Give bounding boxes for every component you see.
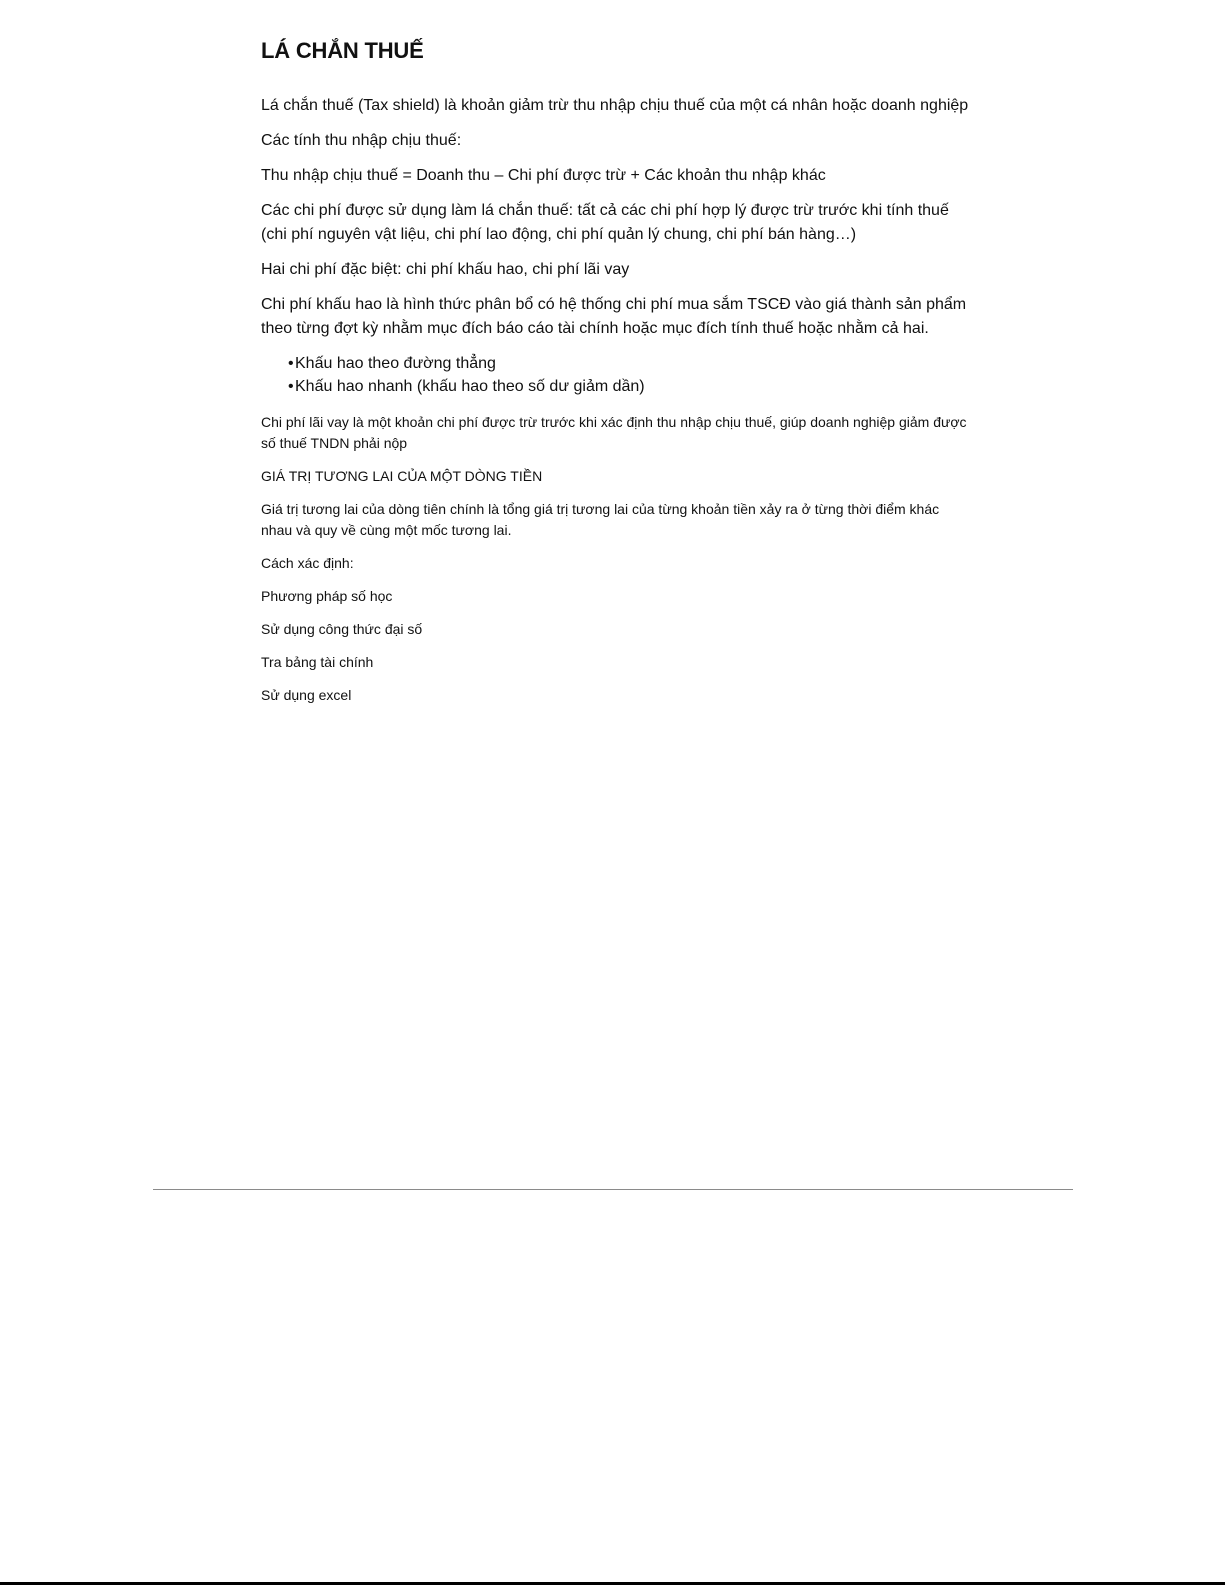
paragraph-formula: Thu nhập chịu thuế = Doanh thu – Chi phí được trừ + Các khoản thu nhập khác — [261, 167, 826, 184]
page-title: LÁ CHẮN THUẾ — [261, 38, 424, 63]
paragraph-deductible-costs: Các chi phí được sử dụng làm lá chắn thuế: tất cả các chi phí hợp lý được trừ trước khi tính thuế (chi phí nguyên vật liệu, chi phí lao động, chi phí quản lý chung, chi phí bán hàng…) — [261, 202, 949, 243]
paragraph-definition: Lá chắn thuế (Tax shield) là khoản giảm trừ thu nhập chịu thuế của một cá nhân hoặc doanh nghiệp — [261, 97, 969, 114]
section-heading-future-value: GIÁ TRỊ TƯƠNG LAI CỦA MỘT DÒNG TIỀN — [261, 468, 543, 484]
paragraph-taxable-income-label: Các tính thu nhập chịu thuế: — [261, 132, 462, 149]
list-item — [288, 375, 971, 398]
list-item-label: Khấu hao nhanh (khấu hao theo số dư giảm dần) — [295, 378, 645, 395]
bullet-icon: • — [288, 378, 294, 395]
method-algebraic-formula: Sử dụng công thức đại số — [261, 621, 423, 637]
paragraph-interest-expense: Chi phí lãi vay là một khoản chi phí được trừ trước khi xác định thu nhập chịu thuế, giúp doanh nghiệp giảm được số thuế TNDN phải nộp — [261, 414, 967, 451]
page-divider — [153, 1189, 1073, 1190]
paragraph-special-costs: Hai chi phí đặc biệt: chi phí khấu hao, chi phí lãi vay — [261, 261, 630, 278]
method-excel: Sử dụng excel — [261, 687, 352, 703]
list-item — [288, 352, 971, 375]
method-arithmetic: Phương pháp số học — [261, 588, 393, 604]
document-body — [261, 36, 971, 718]
bullet-icon: • — [288, 355, 294, 372]
paragraph-depreciation: Chi phí khấu hao là hình thức phân bổ có hệ thống chi phí mua sắm TSCĐ vào giá thành sản phẩm theo từng đợt kỳ nhằm mục đích báo cáo tài chính hoặc mục đích tính thuế hoặc nhằm cả hai. — [261, 296, 967, 337]
depreciation-method-list — [261, 352, 971, 398]
list-item-label: Khấu hao theo đường thẳng — [295, 355, 496, 372]
paragraph-future-value-definition: Giá trị tương lai của dòng tiên chính là tổng giá trị tương lai của từng khoản tiền xảy ra ở từng thời điểm khác nhau và quy về cùng một mốc tương lai. — [261, 501, 940, 538]
method-financial-tables: Tra bảng tài chính — [261, 654, 374, 670]
paragraph-methods-label: Cách xác định: — [261, 555, 354, 571]
